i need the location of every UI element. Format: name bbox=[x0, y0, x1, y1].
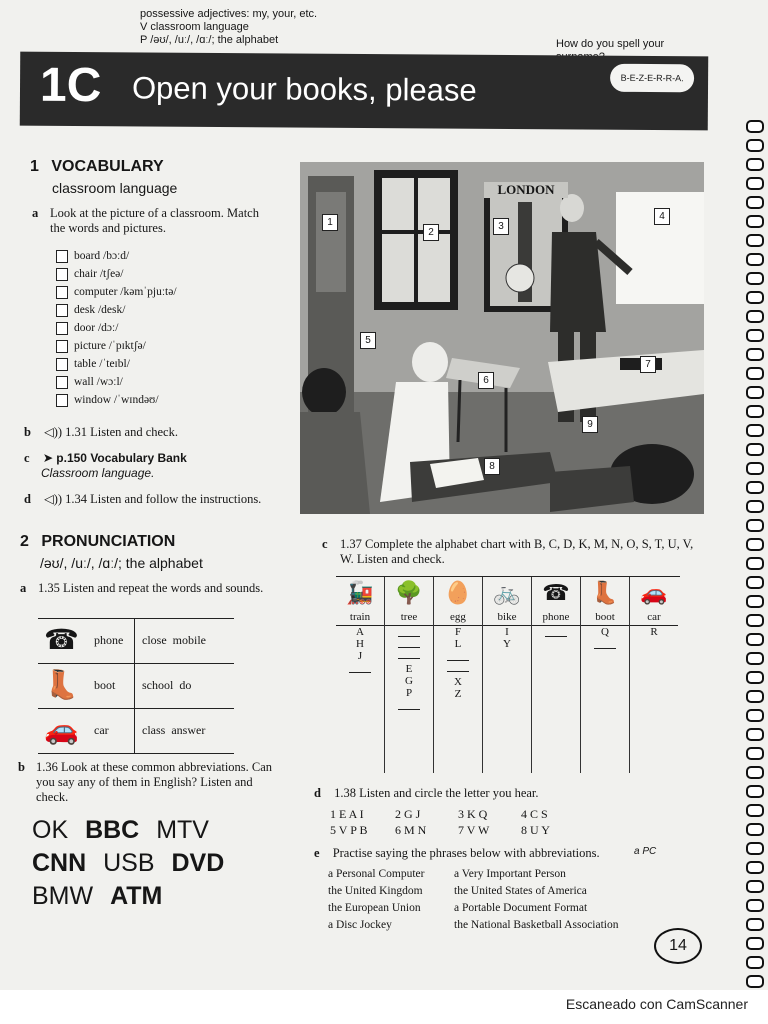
letter-blank[interactable] bbox=[349, 666, 371, 673]
spiral-ring bbox=[746, 918, 764, 931]
word-item[interactable] bbox=[56, 373, 177, 391]
alphabet-chart bbox=[336, 576, 680, 773]
word-item[interactable] bbox=[56, 337, 177, 355]
word-item[interactable] bbox=[56, 265, 177, 283]
spiral-ring bbox=[746, 747, 764, 760]
spiral-ring bbox=[746, 291, 764, 304]
picture-number-8: 8 bbox=[484, 458, 500, 475]
scanner-strip bbox=[0, 990, 768, 1024]
arrow-icon: ➤ bbox=[42, 451, 54, 465]
spiral-ring bbox=[746, 272, 764, 285]
listen-d-label: d bbox=[314, 786, 321, 800]
bike-icon: 🚲 bbox=[483, 577, 532, 611]
abbr-item: ATM bbox=[110, 882, 163, 910]
vocab-c-instruction bbox=[24, 451, 187, 466]
phrase-item: the National Basketball Association bbox=[454, 919, 619, 931]
picture-number-2: 2 bbox=[423, 224, 439, 241]
letter: L bbox=[454, 637, 462, 650]
letter: P bbox=[405, 686, 413, 699]
audio-icon[interactable]: ◁)) bbox=[44, 492, 63, 506]
picture-number-9: 9 bbox=[582, 416, 598, 433]
sound-examples: class answer bbox=[142, 723, 206, 737]
spiral-ring bbox=[746, 614, 764, 627]
abbr-item: BMW bbox=[32, 882, 94, 910]
picture-number-6: 6 bbox=[478, 372, 494, 389]
picture-number-7: 7 bbox=[640, 356, 656, 373]
picture-number-4: 4 bbox=[654, 208, 670, 225]
spiral-ring bbox=[746, 386, 764, 399]
spiral-ring bbox=[746, 367, 764, 380]
vocab-b-label: b bbox=[24, 425, 31, 439]
spiral-ring bbox=[746, 462, 764, 475]
spiral-ring bbox=[746, 728, 764, 741]
circle-item[interactable]: 5 V P B bbox=[330, 823, 368, 837]
abbr-item: OK bbox=[32, 816, 69, 844]
listen-d-text: 1.38 Listen and circle the letter you hear. bbox=[334, 786, 539, 800]
egg-icon: 🥚 bbox=[434, 577, 483, 611]
spiral-ring bbox=[746, 671, 764, 684]
spiral-ring bbox=[746, 595, 764, 608]
abbreviations bbox=[32, 814, 282, 913]
alpha-c-instruction bbox=[322, 537, 694, 566]
pron-b-text: 1.36 Look at these common abbreviations. Can you say any of them in English? Listen and check. bbox=[36, 760, 273, 804]
column-head: boot bbox=[581, 611, 630, 625]
vocab-d-label: d bbox=[24, 492, 31, 506]
london-label: LONDON bbox=[484, 182, 568, 198]
word-text: chair /tʃeə/ bbox=[74, 268, 124, 280]
pron-a-label: a bbox=[20, 581, 27, 595]
pron-b-instruction bbox=[18, 760, 274, 804]
vocab-c-sub: Classroom language. bbox=[41, 466, 155, 480]
picture-number-1: 1 bbox=[322, 214, 338, 231]
abbr-item: MTV bbox=[156, 816, 209, 844]
checkbox[interactable] bbox=[56, 268, 68, 281]
header-line-3: P /əʊ/, /uː/, /ɑː/; the alphabet bbox=[140, 34, 279, 46]
spiral-ring bbox=[746, 956, 764, 969]
word-text: window /ˈwɪndəʊ/ bbox=[74, 394, 159, 406]
checkbox[interactable] bbox=[56, 358, 68, 371]
spiral-ring bbox=[746, 899, 764, 912]
sound-word: boot bbox=[94, 678, 116, 692]
phone-icon: ☎ bbox=[44, 623, 79, 656]
phrase-item: a Portable Document Format bbox=[454, 902, 588, 914]
spiral-ring bbox=[746, 158, 764, 171]
vocab-a-text: Look at the picture of a classroom. Match the words and pictures. bbox=[50, 206, 259, 235]
spiral-ring bbox=[746, 538, 764, 551]
abbr-item: DVD bbox=[171, 849, 225, 877]
spiral-ring bbox=[746, 329, 764, 342]
phrase-item: the European Union bbox=[328, 902, 421, 914]
phrase-item: the United States of America bbox=[454, 885, 587, 897]
letter-blank[interactable] bbox=[594, 642, 616, 649]
phrase-item: a Personal Computer bbox=[328, 868, 425, 880]
alpha-c-text: 1.37 Complete the alphabet chart with B, C, D, K, M, N, O, S, T, U, V, W. Listen and check. bbox=[340, 537, 694, 566]
word-item[interactable] bbox=[56, 247, 177, 265]
checkbox[interactable] bbox=[56, 376, 68, 389]
sound-examples: close mobile bbox=[142, 633, 206, 647]
word-text: picture /ˈpɪktʃə/ bbox=[74, 340, 146, 352]
letter-blank[interactable] bbox=[398, 652, 420, 659]
spiral-ring bbox=[746, 348, 764, 361]
boot-icon: 👢 bbox=[581, 577, 630, 611]
pron-number: 2 bbox=[20, 533, 29, 550]
spiral-ring bbox=[746, 766, 764, 779]
car-icon: 🚗 bbox=[44, 713, 79, 746]
circle-item[interactable]: 2 G J bbox=[395, 807, 421, 821]
letter-blank[interactable] bbox=[398, 630, 420, 637]
letters-egg bbox=[434, 625, 483, 773]
abbr-item: CNN bbox=[32, 849, 87, 877]
circle-item[interactable]: 7 V W bbox=[458, 823, 490, 837]
letter: J bbox=[357, 649, 363, 662]
phrases-right bbox=[454, 866, 618, 934]
sound-row bbox=[38, 618, 234, 664]
spiral-ring bbox=[746, 576, 764, 589]
handwritten-note: a PC bbox=[634, 846, 657, 857]
sound-word: car bbox=[94, 723, 109, 737]
speech-question: How do you spell your bbox=[556, 38, 665, 50]
abbr-item: BBC bbox=[85, 816, 140, 844]
word-text: wall /wɔːl/ bbox=[74, 376, 123, 388]
page-number: 14 bbox=[654, 928, 702, 964]
word-item[interactable] bbox=[56, 319, 177, 337]
sound-examples: school do bbox=[142, 678, 192, 692]
header-line-2: V classroom language bbox=[140, 21, 249, 33]
checkbox[interactable] bbox=[56, 340, 68, 353]
pron-b-label: b bbox=[18, 760, 25, 774]
letters-phone bbox=[532, 625, 581, 773]
vocab-subtitle: classroom language bbox=[52, 180, 178, 196]
vocab-d-text: 1.34 Listen and follow the instructions. bbox=[65, 492, 262, 506]
word-text: computer /kəmˈpjuːtə/ bbox=[74, 286, 177, 298]
letters-tree bbox=[385, 625, 434, 773]
picture-number-5: 5 bbox=[360, 332, 376, 349]
spiral-ring bbox=[746, 709, 764, 722]
word-item[interactable] bbox=[56, 391, 177, 409]
spiral-ring bbox=[746, 310, 764, 323]
pron-subtitle: /əʊ/, /uː/, /ɑː/; the alphabet bbox=[40, 555, 203, 571]
circle-item[interactable]: 1 E A I bbox=[330, 807, 364, 821]
letters-boot bbox=[581, 625, 630, 773]
checkbox[interactable] bbox=[56, 322, 68, 335]
letter: G bbox=[405, 674, 413, 687]
sound-table bbox=[38, 618, 234, 754]
spiral-ring bbox=[746, 690, 764, 703]
spiral-ring bbox=[746, 405, 764, 418]
spiral-ring bbox=[746, 253, 764, 266]
word-text: door /dɔː/ bbox=[74, 322, 119, 334]
spiral-ring bbox=[746, 823, 764, 836]
letter: I bbox=[505, 625, 509, 638]
vocab-b-instruction bbox=[24, 425, 178, 440]
boot-icon: 👢 bbox=[44, 668, 79, 701]
letter: X bbox=[454, 675, 462, 688]
sound-word: phone bbox=[94, 633, 124, 647]
phrases-left bbox=[328, 866, 424, 934]
picture-number-3: 3 bbox=[493, 218, 509, 235]
practise-e-label: e bbox=[314, 846, 320, 860]
word-text: board /bɔːd/ bbox=[74, 250, 130, 262]
circle-item[interactable]: 6 M N bbox=[395, 823, 427, 837]
car-icon: 🚗 bbox=[630, 577, 679, 611]
vocab-a-label: a bbox=[32, 206, 39, 220]
spiral-ring bbox=[746, 177, 764, 190]
checkbox[interactable] bbox=[56, 394, 68, 407]
phrase-item: the United Kingdom bbox=[328, 885, 423, 897]
word-item[interactable] bbox=[56, 301, 177, 319]
letter-blank[interactable] bbox=[398, 703, 420, 710]
column-head: phone bbox=[532, 611, 581, 625]
circle-item[interactable]: 8 U Y bbox=[521, 823, 550, 837]
spiral-ring bbox=[746, 234, 764, 247]
column-head: train bbox=[349, 611, 371, 623]
audio-icon[interactable]: ◁)) bbox=[44, 425, 63, 439]
vocab-d-instruction bbox=[24, 492, 261, 507]
spiral-ring bbox=[746, 443, 764, 456]
column-head: bike bbox=[483, 611, 532, 625]
letter-blank[interactable] bbox=[447, 665, 469, 672]
practise-e-text: Practise saying the phrases below with abbreviations. bbox=[332, 846, 600, 860]
phone-icon: ☎ bbox=[532, 577, 581, 611]
abbr-item: USB bbox=[103, 849, 155, 877]
spiral-ring bbox=[746, 975, 764, 988]
tree-icon: 🌳 bbox=[385, 577, 434, 611]
letter-blank[interactable] bbox=[545, 630, 567, 637]
letter: Y bbox=[503, 637, 511, 650]
vocab-title: VOCABULARY bbox=[51, 158, 164, 175]
spiral-ring bbox=[746, 804, 764, 817]
vocab-word-list bbox=[56, 247, 177, 409]
word-text: table /ˈteɪbl/ bbox=[74, 358, 130, 370]
spiral-ring bbox=[746, 196, 764, 209]
vocab-bank-link[interactable]: p.150 Vocabulary Bank bbox=[56, 451, 187, 465]
spiral-ring bbox=[746, 424, 764, 437]
checkbox[interactable] bbox=[56, 304, 68, 317]
column-head: car bbox=[630, 611, 679, 625]
classroom-picture bbox=[300, 162, 704, 514]
sound-row bbox=[38, 664, 234, 709]
spiral-ring bbox=[746, 557, 764, 570]
header-line-1: possessive adjectives: my, your, etc. bbox=[140, 8, 318, 20]
phrase-item: a Very Important Person bbox=[454, 868, 566, 880]
letter: R bbox=[650, 625, 658, 638]
circle-letters bbox=[330, 806, 550, 838]
letter-blank[interactable] bbox=[398, 641, 420, 648]
scanner-watermark: Escaneado con CamScanner bbox=[565, 996, 748, 1012]
word-item[interactable] bbox=[56, 355, 177, 373]
spiral-ring bbox=[746, 785, 764, 798]
pron-title: PRONUNCIATION bbox=[41, 533, 176, 550]
spiral-ring bbox=[746, 880, 764, 893]
sound-row bbox=[38, 709, 234, 754]
letters-train bbox=[336, 625, 385, 773]
letter: Z bbox=[454, 687, 462, 700]
column-head: tree bbox=[385, 611, 434, 625]
letter: Q bbox=[601, 625, 609, 638]
spiral-ring bbox=[746, 652, 764, 665]
vocab-c-label: c bbox=[24, 451, 30, 465]
pron-a-text: 1.35 Listen and repeat the words and sounds. bbox=[38, 581, 264, 595]
circle-item[interactable]: 4 C S bbox=[521, 807, 548, 821]
lesson-title: Open your books, please bbox=[131, 70, 477, 108]
pron-a-instruction bbox=[20, 581, 270, 596]
vocab-heading bbox=[30, 158, 164, 176]
letter: F bbox=[454, 625, 462, 638]
spiral-ring bbox=[746, 215, 764, 228]
spiral-ring bbox=[746, 633, 764, 646]
spiral-ring bbox=[746, 937, 764, 950]
letters-bike bbox=[483, 625, 532, 773]
checkbox[interactable] bbox=[56, 286, 68, 299]
listen-d-instruction bbox=[314, 786, 539, 801]
lesson-code: 1C bbox=[39, 58, 102, 113]
spiral-ring bbox=[746, 861, 764, 874]
letters-car bbox=[630, 625, 679, 773]
vocab-a-instruction bbox=[32, 206, 272, 235]
letter: A bbox=[356, 625, 364, 638]
alpha-c-label: c bbox=[322, 537, 328, 551]
circle-item[interactable]: 3 K Q bbox=[458, 807, 488, 821]
header-grammar bbox=[140, 8, 317, 47]
letter: E bbox=[405, 662, 413, 675]
spiral-ring bbox=[746, 139, 764, 152]
spiral-ring bbox=[746, 519, 764, 532]
word-item[interactable] bbox=[56, 283, 177, 301]
column-head: egg bbox=[434, 611, 483, 625]
train-icon: 🚂 bbox=[346, 581, 374, 606]
checkbox[interactable] bbox=[56, 250, 68, 263]
spiral-ring bbox=[746, 481, 764, 494]
pron-heading bbox=[20, 533, 175, 551]
word-text: desk /desk/ bbox=[74, 304, 126, 316]
vocab-b-text: 1.31 Listen and check. bbox=[65, 425, 178, 439]
speech-answer: B-E-Z-E-R-R-A. bbox=[610, 64, 694, 93]
spiral-ring bbox=[746, 500, 764, 513]
letter-blank[interactable] bbox=[447, 654, 469, 661]
vocab-number: 1 bbox=[30, 158, 39, 175]
spiral-ring bbox=[746, 842, 764, 855]
title-banner bbox=[20, 52, 708, 131]
practise-e-instruction bbox=[314, 846, 600, 861]
phrase-item: a Disc Jockey bbox=[328, 919, 392, 931]
spiral-ring bbox=[746, 120, 764, 133]
letter: H bbox=[356, 637, 364, 650]
